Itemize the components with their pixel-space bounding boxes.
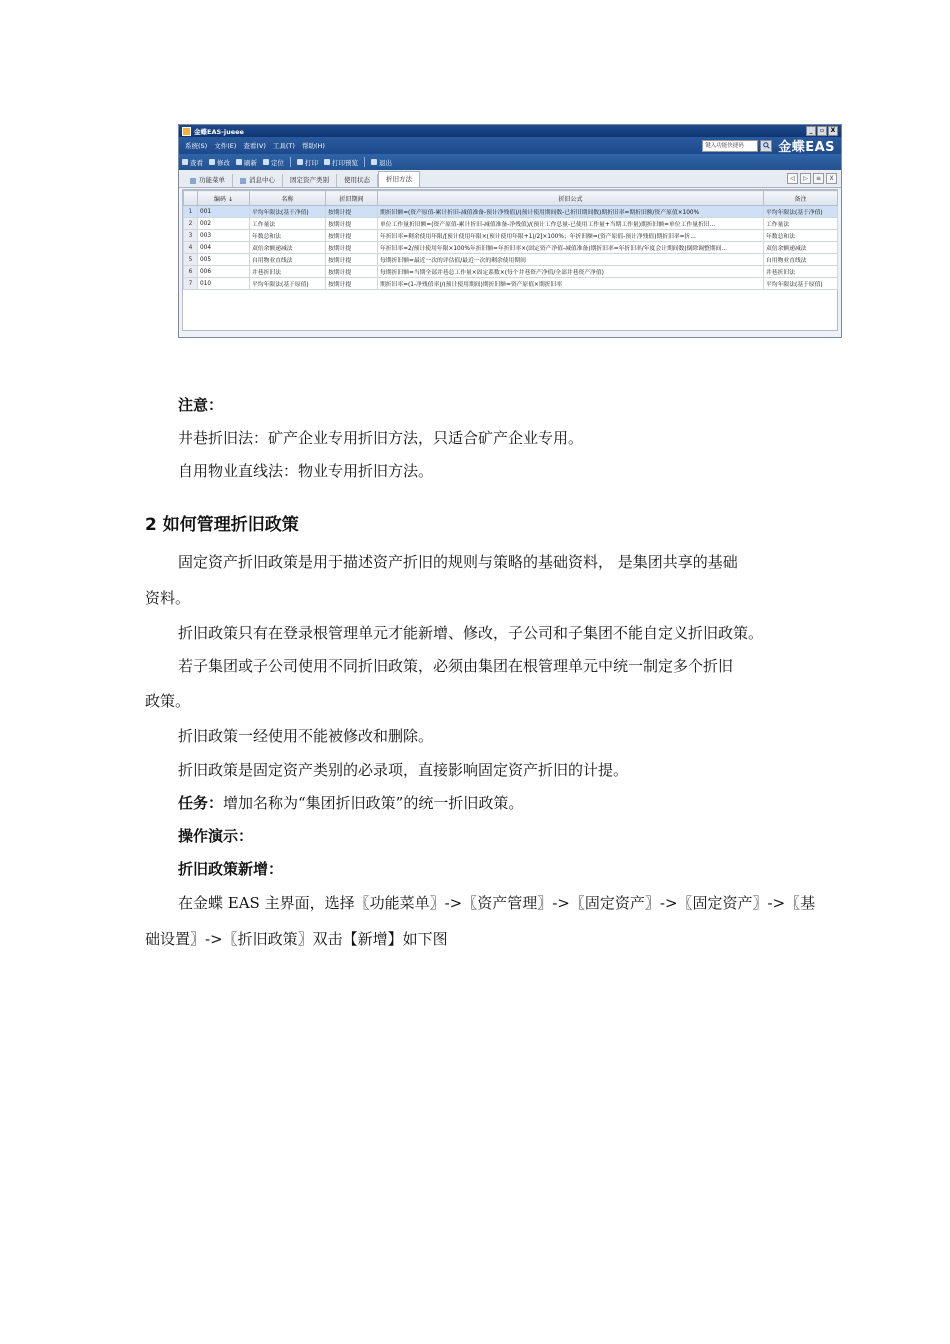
paragraph-2: 折旧政策只有在登录根管理单元才能新增、修改，子公司和子集团不能自定义折旧政策。 [178,624,764,642]
column-header-remark[interactable]: 备注 [764,191,838,206]
print-label: 打印 [305,158,318,167]
task-text: 增加名称为“集团折旧政策”的统一折旧政策。 [223,794,524,812]
table-cell: 002 [198,218,250,230]
table-cell: 工作量法 [250,218,326,230]
quick-search-input[interactable]: 键入功能快捷码 [702,140,758,152]
table-row[interactable] [184,206,838,218]
table-row[interactable] [184,254,838,266]
tab-asset-category[interactable] [283,174,337,187]
tab-label: 消息中心 [249,176,275,184]
row-number: 5 [184,254,198,266]
app-icon [182,127,191,136]
edit-label: 修改 [217,158,230,167]
column-header [184,191,198,206]
tab-next-button[interactable]: ▷ [800,173,811,184]
table-cell: 工作量法 [764,218,838,230]
table-cell: 按期计提 [326,254,378,266]
paragraph-5: 折旧政策是固定资产类别的必录项，直接影响固定资产折旧的计提。 [178,761,629,779]
tab-message-center[interactable] [233,174,283,187]
table-cell: 平均年限法(基于原值) [250,278,326,290]
table-cell: 期折旧率=(1-净残值率)/(预计使用期间)期折旧额=资产原值×期折旧率 [378,278,764,290]
print-preview-label: 打印预览 [332,158,358,167]
new-policy-label: 折旧政策新增： [178,860,284,878]
note-property-method: 自用物业直线法：物业专用折旧方法。 [178,462,434,480]
table-cell: 006 [198,266,250,278]
section-heading: 2 如何管理折旧政策 [145,515,299,535]
tab-label: 固定资产类别 [290,176,329,184]
table-cell: 003 [198,230,250,242]
toolbar-separator [290,157,291,167]
table-cell: 单位工作量折旧额=(资产原值-累计折旧-减值准备-净残值)/(预计工作总量-已使用工作量+当期工作量)期折旧额=单位工作量折旧... [378,218,764,230]
print-preview-icon [324,159,330,165]
table-cell: 自用物业直线法 [764,254,838,266]
menu-view[interactable]: 查看(V) [243,142,266,150]
tab-label: 功能菜单 [199,176,225,184]
menu-tools[interactable]: 工具(T) [272,142,295,150]
note-shaft-method: 井巷折旧法：矿产企业专用折旧方法，只适合矿产企业专用。 [178,429,584,447]
column-header-code[interactable]: 编码 ↓ [198,191,250,206]
refresh-button[interactable] [236,158,257,167]
table-cell: 平均年限法(基于原值) [764,278,838,290]
table-cell: 期折旧额=(资产原值-累计折旧-减值准备-预计净残值)/(预计使用期间数-已折旧期间数)期折旧率=期折旧额/资产原值×100% [378,206,764,218]
row-number: 7 [184,278,198,290]
print-preview-button[interactable] [324,158,358,167]
row-number: 3 [184,230,198,242]
toolbar-separator [364,157,365,167]
menu-system[interactable]: 系统(S) [185,142,208,150]
table-row[interactable] [184,218,838,230]
table-cell: 每期折旧额=最近一次的评估值/最近一次的剩余使用期间 [378,254,764,266]
paragraph-3b: 政策。 [145,692,191,710]
table-cell: 004 [198,242,250,254]
table-cell: 年数总和法 [764,230,838,242]
row-number: 1 [184,206,198,218]
refresh-icon [236,159,242,165]
note-title: 注意： [178,396,224,414]
paragraph-6b: 础设置〗->〖折旧政策〗双击【新增】如下图 [145,930,448,948]
tab-label: 折旧方法 [386,175,412,183]
edit-button[interactable] [209,158,230,167]
paragraph-3a: 若子集团或子公司使用不同折旧政策，必须由集团在根管理单元中统一制定多个折旧 [178,657,734,675]
minimize-button[interactable]: _ [806,126,816,136]
table-cell: 年数总和法 [250,230,326,242]
table-cell: 年折旧率=2/预计使用年限×100%年折旧额=年折旧率×(固定资产净值-减值准备)期折旧率=年折旧率/年度会计期间数(倒除调整期间... [378,242,764,254]
close-button[interactable]: X [828,126,838,136]
row-number: 4 [184,242,198,254]
paragraph-6a: 在金蝶 EAS 主界面，选择〖功能菜单〗->〖资产管理〗->〖固定资产〗->〖固定资产〗->〖基 [178,894,816,912]
table-cell: 每期折旧额=当期全部井巷总工作量×固定系数×(每个井巷资产净值/全部井巷资产净值) [378,266,764,278]
table-row[interactable] [184,278,838,290]
column-header-formula[interactable]: 折旧公式 [378,191,764,206]
tab-prev-button[interactable]: ◁ [787,173,798,184]
locate-button[interactable] [263,158,284,167]
table-header-row [184,191,838,206]
tab-close-button[interactable]: X [826,173,837,184]
table-row[interactable] [184,230,838,242]
search-icon [763,142,770,149]
locate-label: 定位 [271,158,284,167]
table-cell: 双倍余额递减法 [764,242,838,254]
table-cell: 010 [198,278,250,290]
menubar [179,137,841,154]
window-title: 金蝶EAS-jueee [194,127,244,136]
task-line [178,793,523,813]
table-row[interactable] [184,242,838,254]
table-cell: 按期计提 [326,242,378,254]
menu-file[interactable]: 文件(E) [214,142,237,150]
table-cell: 按期计提 [326,230,378,242]
eas-screenshot [178,124,842,338]
locate-icon [263,159,269,165]
column-header-period[interactable]: 折旧期间 [326,191,378,206]
printer-icon [297,159,303,165]
view-label: 查看 [190,158,203,167]
tabbar [179,170,841,188]
table-cell: 双倍余额递减法 [250,242,326,254]
table-cell: 005 [198,254,250,266]
table-cell: 年折旧率=剩余使用年限/[预计使用年限×(预计使用年限+1)/2]×100%；年折旧额=(资产原值-预计净残值)期折旧率=折... [378,230,764,242]
task-label: 任务： [178,794,224,812]
tab-function-menu[interactable] [183,174,233,187]
table-cell: 001 [198,206,250,218]
tab-depreciation-method[interactable] [378,171,420,187]
row-number: 2 [184,218,198,230]
brand-logo: 金蝶EAS [778,140,835,155]
view-icon [182,159,188,165]
refresh-label: 刷新 [244,158,257,167]
column-header-name[interactable]: 名称 [250,191,326,206]
menu-help[interactable]: 帮助(H) [301,142,325,150]
exit-icon [371,159,377,165]
search-button[interactable] [760,140,772,152]
tab-usage-status[interactable] [337,174,378,187]
print-button[interactable] [297,158,318,167]
table-cell: 自用物业直线法 [250,254,326,266]
table-cell: 按期计提 [326,206,378,218]
table-cell: 按期计提 [326,278,378,290]
edit-icon [209,159,215,165]
table-cell: 井巷折旧法 [764,266,838,278]
table-cell: 按期计提 [326,266,378,278]
table-cell: 平均年限法(基于净值) [250,206,326,218]
exit-button[interactable] [371,158,392,167]
window-titlebar [179,125,841,137]
paragraph-4: 折旧政策一经使用不能被修改和删除。 [178,727,434,745]
depreciation-method-grid [182,189,838,331]
table-cell: 按期计提 [326,218,378,230]
table-row[interactable] [184,266,838,278]
demo-label: 操作演示： [178,827,254,845]
menu-icon [190,178,196,184]
paragraph-1a: 固定资产折旧政策是用于描述资产折旧的规则与策略的基础资料， 是集团共享的基础 [178,553,738,571]
paragraph-1b: 资料。 [145,589,191,607]
view-button[interactable] [182,158,203,167]
exit-label: 退出 [379,158,392,167]
maximize-button[interactable]: ▫ [817,126,827,136]
row-number: 6 [184,266,198,278]
message-icon [240,178,246,184]
tab-label: 使用状态 [344,176,370,184]
toolbar [179,154,841,170]
table-cell: 井巷折旧法 [250,266,326,278]
table-cell: 平均年限法(基于净值) [764,206,838,218]
tab-list-button[interactable]: ≡ [813,173,824,184]
